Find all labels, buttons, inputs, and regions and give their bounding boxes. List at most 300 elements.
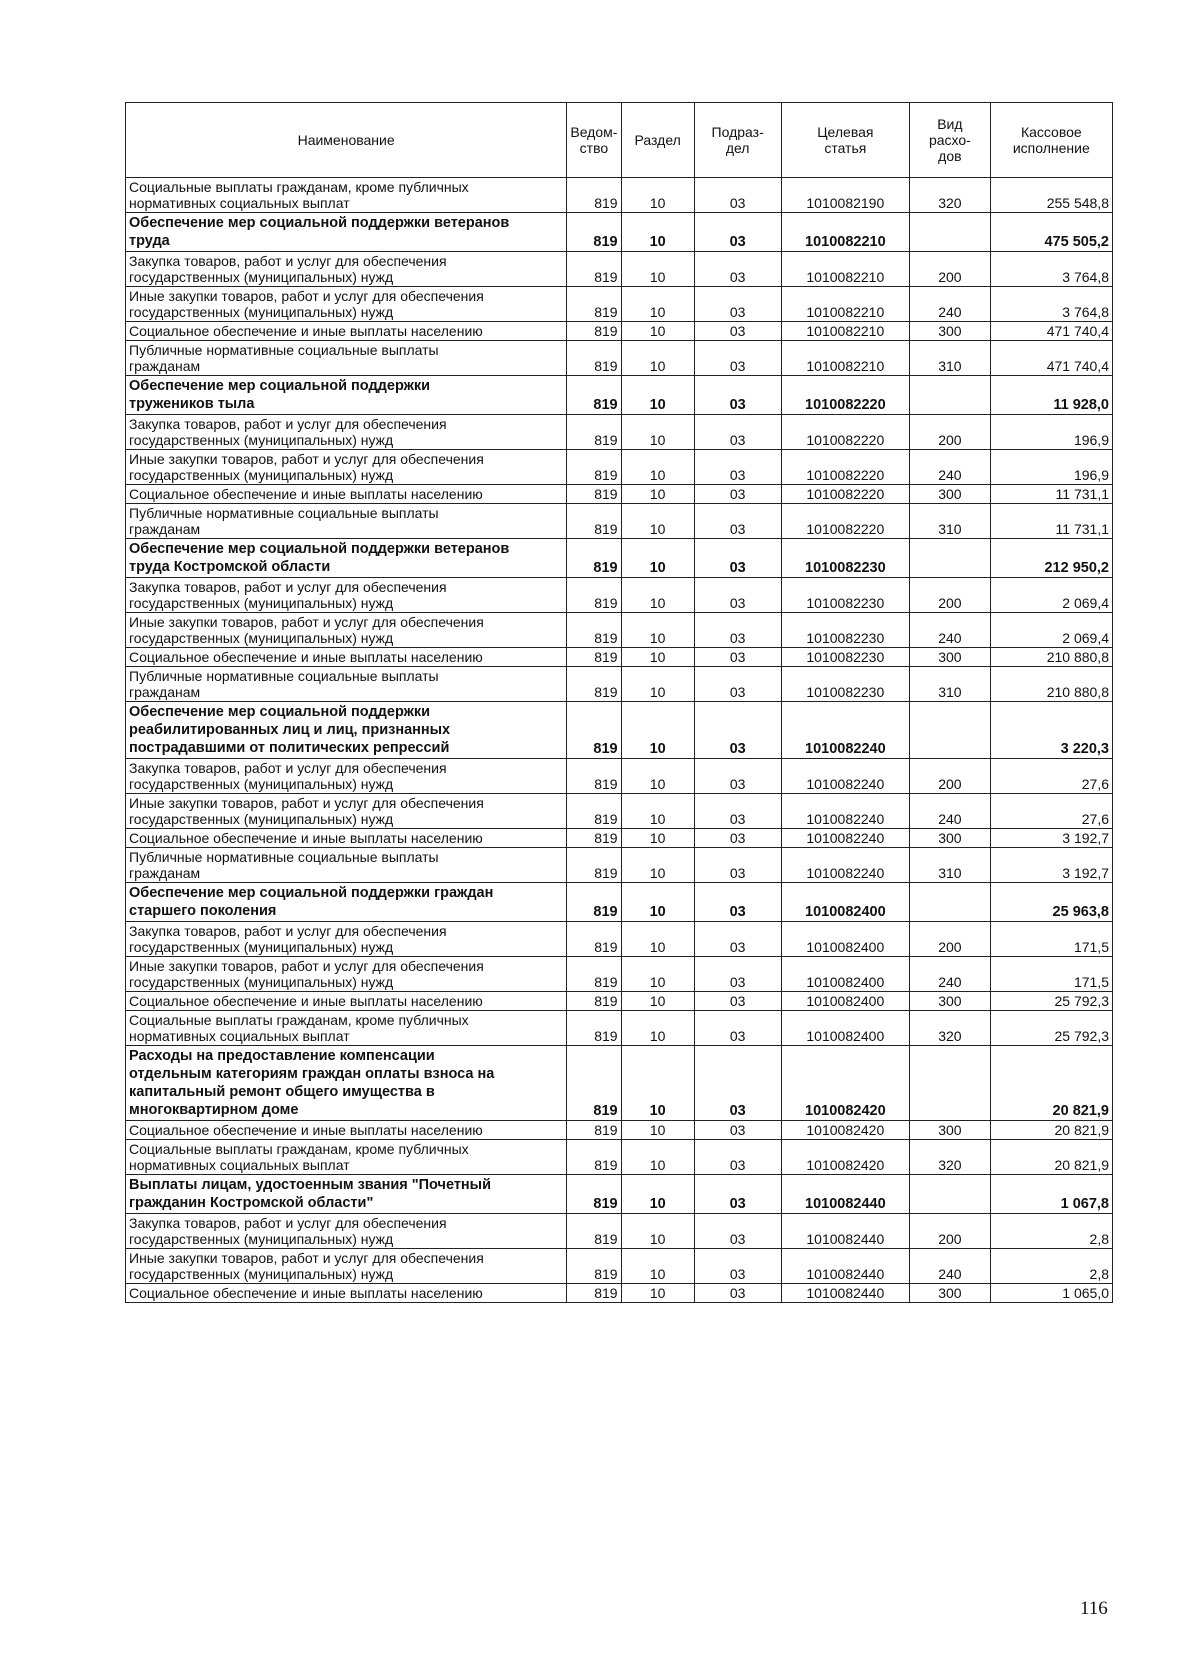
article-cell: 1010082210: [781, 322, 910, 341]
subsection-cell: 03: [694, 1249, 781, 1284]
name-line: Иные закупки товаров, работ и услуг для обеспечения: [129, 1250, 484, 1266]
name-line: Социальное обеспечение и иные выплаты населению: [129, 486, 483, 502]
name-line: Обеспечение мер социальной поддержки ветеранов: [129, 541, 510, 557]
section-cell: 10: [621, 1011, 694, 1046]
section-cell: 10: [621, 539, 694, 578]
dept-cell: 819: [567, 504, 621, 539]
subsection-cell: 03: [694, 922, 781, 957]
name-line: Выплаты лицам, удостоенным звания "Почетный: [129, 1177, 491, 1193]
table-row: [126, 415, 1113, 450]
section-cell: 10: [621, 578, 694, 613]
header-subsection: [694, 103, 781, 178]
table-row: [126, 883, 1113, 922]
article-cell: 1010082210: [781, 252, 910, 287]
table-row: [126, 1140, 1113, 1175]
name-line: Социальное обеспечение и иные выплаты населению: [129, 993, 483, 1009]
table-row: [126, 376, 1113, 415]
article-cell: 1010082240: [781, 794, 910, 829]
amount-cell: 471 740,4: [990, 322, 1112, 341]
header-line: дел: [725, 140, 750, 156]
subsection-cell: 03: [694, 1284, 781, 1303]
table-row: [126, 1046, 1113, 1121]
article-cell: 1010082220: [781, 376, 910, 415]
dept-cell: 819: [567, 322, 621, 341]
article-cell: 1010082220: [781, 415, 910, 450]
article-cell: 1010082400: [781, 1011, 910, 1046]
header-expense-type: [910, 103, 991, 178]
header-line: Подраз-: [711, 124, 764, 140]
name-line: многоквартирном доме: [129, 1102, 299, 1118]
name-line: Социальное обеспечение и иные выплаты населению: [129, 1285, 483, 1301]
amount-cell: 2,8: [990, 1214, 1112, 1249]
header-line: исполнение: [1012, 140, 1090, 156]
name-line: Обеспечение мер социальной поддержки: [129, 704, 431, 720]
amount-cell: 1 065,0: [990, 1284, 1112, 1303]
amount-cell: 171,5: [990, 922, 1112, 957]
amount-cell: 3 192,7: [990, 829, 1112, 848]
table-row: [126, 1214, 1113, 1249]
table-header-row: [126, 103, 1113, 178]
article-cell: 1010082230: [781, 539, 910, 578]
name-line: отдельным категориям граждан оплаты взноса на: [129, 1066, 495, 1082]
table-row: [126, 450, 1113, 485]
header-line: статья: [824, 140, 867, 156]
name-line: нормативных социальных выплат: [129, 1028, 350, 1044]
name-line: гражданин Костромской области": [129, 1195, 374, 1211]
table-row: [126, 287, 1113, 322]
name-line: Социальные выплаты гражданам, кроме публичных: [129, 1141, 469, 1157]
section-cell: 10: [621, 450, 694, 485]
name-line: государственных (муниципальных) нужд: [129, 304, 394, 320]
subsection-cell: 03: [694, 613, 781, 648]
amount-cell: 2 069,4: [990, 613, 1112, 648]
amount-cell: 11 731,1: [990, 485, 1112, 504]
article-cell: 1010082210: [781, 213, 910, 252]
amount-cell: 2,8: [990, 1249, 1112, 1284]
expense-type-cell: 240: [910, 957, 991, 992]
name-line: Закупка товаров, работ и услуг для обеспечения: [129, 579, 447, 595]
article-cell: 1010082220: [781, 504, 910, 539]
expense-type-cell: [910, 702, 991, 759]
name-line: Иные закупки товаров, работ и услуг для обеспечения: [129, 614, 484, 630]
expense-type-cell: 310: [910, 504, 991, 539]
subsection-cell: 03: [694, 1214, 781, 1249]
dept-cell: 819: [567, 287, 621, 322]
name-line: Иные закупки товаров, работ и услуг для обеспечения: [129, 795, 484, 811]
name-line: государственных (муниципальных) нужд: [129, 974, 394, 990]
article-cell: 1010082440: [781, 1175, 910, 1214]
table-row: [126, 1121, 1113, 1140]
expense-type-cell: [910, 213, 991, 252]
dept-cell: 819: [567, 450, 621, 485]
subsection-cell: 03: [694, 415, 781, 450]
name-cell: [126, 1175, 567, 1214]
name-cell: [126, 485, 567, 504]
subsection-cell: 03: [694, 252, 781, 287]
article-cell: 1010082240: [781, 848, 910, 883]
name-cell: [126, 1249, 567, 1284]
section-cell: 10: [621, 922, 694, 957]
name-line: государственных (муниципальных) нужд: [129, 939, 394, 955]
dept-cell: 819: [567, 1121, 621, 1140]
name-line: пострадавшими от политических репрессий: [129, 740, 450, 756]
amount-cell: 25 792,3: [990, 992, 1112, 1011]
expense-type-cell: 200: [910, 252, 991, 287]
amount-cell: 27,6: [990, 759, 1112, 794]
header-line: расхо-: [928, 132, 971, 148]
name-line: нормативных социальных выплат: [129, 195, 350, 211]
page-number: 116: [1080, 1598, 1108, 1619]
name-cell: [126, 829, 567, 848]
dept-cell: 819: [567, 485, 621, 504]
expense-type-cell: 200: [910, 1214, 991, 1249]
amount-cell: 11 731,1: [990, 504, 1112, 539]
article-cell: 1010082400: [781, 957, 910, 992]
section-cell: 10: [621, 1175, 694, 1214]
name-line: государственных (муниципальных) нужд: [129, 776, 394, 792]
name-line: гражданам: [129, 865, 201, 881]
expense-type-cell: [910, 1175, 991, 1214]
expense-type-cell: 240: [910, 287, 991, 322]
subsection-cell: 03: [694, 702, 781, 759]
name-cell: [126, 1046, 567, 1121]
table-row: [126, 1249, 1113, 1284]
name-line: Обеспечение мер социальной поддержки ветеранов: [129, 215, 510, 231]
name-line: Социальное обеспечение и иные выплаты населению: [129, 830, 483, 846]
name-line: Иные закупки товаров, работ и услуг для обеспечения: [129, 288, 484, 304]
article-cell: 1010082400: [781, 922, 910, 957]
name-cell: [126, 213, 567, 252]
budget-execution-table: [125, 102, 1113, 1303]
name-cell: [126, 322, 567, 341]
name-line: государственных (муниципальных) нужд: [129, 1231, 394, 1247]
dept-cell: 819: [567, 252, 621, 287]
expense-type-cell: 200: [910, 759, 991, 794]
name-line: государственных (муниципальных) нужд: [129, 630, 394, 646]
section-cell: 10: [621, 322, 694, 341]
subsection-cell: 03: [694, 829, 781, 848]
header-section: [621, 103, 694, 178]
name-line: Социальное обеспечение и иные выплаты населению: [129, 323, 483, 339]
article-cell: 1010082400: [781, 883, 910, 922]
name-cell: [126, 504, 567, 539]
subsection-cell: 03: [694, 883, 781, 922]
dept-cell: 819: [567, 178, 621, 213]
article-cell: 1010082230: [781, 613, 910, 648]
article-cell: 1010082240: [781, 829, 910, 848]
article-cell: 1010082440: [781, 1249, 910, 1284]
dept-cell: 819: [567, 1249, 621, 1284]
table-row: [126, 992, 1113, 1011]
header-dept: [567, 103, 621, 178]
name-line: государственных (муниципальных) нужд: [129, 1266, 394, 1282]
section-cell: 10: [621, 957, 694, 992]
amount-cell: 171,5: [990, 957, 1112, 992]
dept-cell: 819: [567, 759, 621, 794]
expense-type-cell: 310: [910, 341, 991, 376]
subsection-cell: 03: [694, 1121, 781, 1140]
table-row: [126, 1011, 1113, 1046]
table-row: [126, 667, 1113, 702]
name-cell: [126, 883, 567, 922]
dept-cell: 819: [567, 1214, 621, 1249]
name-cell: [126, 667, 567, 702]
subsection-cell: 03: [694, 504, 781, 539]
subsection-cell: 03: [694, 539, 781, 578]
name-cell: [126, 1011, 567, 1046]
name-line: Социальные выплаты гражданам, кроме публичных: [129, 179, 469, 195]
table-row: [126, 922, 1113, 957]
section-cell: 10: [621, 613, 694, 648]
subsection-cell: 03: [694, 794, 781, 829]
subsection-cell: 03: [694, 178, 781, 213]
name-cell: [126, 957, 567, 992]
section-cell: 10: [621, 667, 694, 702]
dept-cell: 819: [567, 1175, 621, 1214]
table-row: [126, 178, 1113, 213]
dept-cell: 819: [567, 922, 621, 957]
section-cell: 10: [621, 376, 694, 415]
name-line: Публичные нормативные социальные выплаты: [129, 668, 439, 684]
name-line: Обеспечение мер социальной поддержки граждан: [129, 885, 494, 901]
dept-cell: 819: [567, 613, 621, 648]
name-cell: [126, 450, 567, 485]
expense-type-cell: 300: [910, 1284, 991, 1303]
name-cell: [126, 1284, 567, 1303]
subsection-cell: 03: [694, 1140, 781, 1175]
subsection-cell: 03: [694, 578, 781, 613]
expense-type-cell: 300: [910, 1121, 991, 1140]
article-cell: 1010082440: [781, 1214, 910, 1249]
name-cell: [126, 252, 567, 287]
dept-cell: 819: [567, 415, 621, 450]
subsection-cell: 03: [694, 848, 781, 883]
expense-type-cell: 200: [910, 922, 991, 957]
amount-cell: 3 764,8: [990, 287, 1112, 322]
subsection-cell: 03: [694, 322, 781, 341]
article-cell: 1010082420: [781, 1046, 910, 1121]
header-line: дов: [938, 148, 962, 164]
article-cell: 1010082420: [781, 1140, 910, 1175]
name-line: государственных (муниципальных) нужд: [129, 432, 394, 448]
name-line: Публичные нормативные социальные выплаты: [129, 342, 439, 358]
article-cell: 1010082220: [781, 485, 910, 504]
amount-cell: 3 764,8: [990, 252, 1112, 287]
dept-cell: 819: [567, 539, 621, 578]
section-cell: 10: [621, 504, 694, 539]
article-cell: 1010082220: [781, 450, 910, 485]
amount-cell: 255 548,8: [990, 178, 1112, 213]
amount-cell: 20 821,9: [990, 1140, 1112, 1175]
table-row: [126, 322, 1113, 341]
table-row: [126, 1175, 1113, 1214]
header-name: [126, 103, 567, 178]
subsection-cell: 03: [694, 1046, 781, 1121]
amount-cell: 3 220,3: [990, 702, 1112, 759]
name-line: Иные закупки товаров, работ и услуг для обеспечения: [129, 958, 484, 974]
section-cell: 10: [621, 415, 694, 450]
expense-type-cell: 300: [910, 322, 991, 341]
article-cell: 1010082230: [781, 648, 910, 667]
header-line: ство: [579, 140, 609, 156]
article-cell: 1010082230: [781, 667, 910, 702]
section-cell: 10: [621, 848, 694, 883]
amount-cell: 11 928,0: [990, 376, 1112, 415]
amount-cell: 25 963,8: [990, 883, 1112, 922]
name-line: Расходы на предоставление компенсации: [129, 1048, 435, 1064]
name-line: Закупка товаров, работ и услуг для обеспечения: [129, 416, 447, 432]
amount-cell: 471 740,4: [990, 341, 1112, 376]
name-line: гражданам: [129, 684, 201, 700]
amount-cell: 27,6: [990, 794, 1112, 829]
name-line: Закупка товаров, работ и услуг для обеспечения: [129, 923, 447, 939]
name-cell: [126, 848, 567, 883]
subsection-cell: 03: [694, 759, 781, 794]
name-line: Закупка товаров, работ и услуг для обеспечения: [129, 760, 447, 776]
table-row: [126, 213, 1113, 252]
article-cell: 1010082240: [781, 759, 910, 794]
subsection-cell: 03: [694, 341, 781, 376]
name-cell: [126, 1140, 567, 1175]
table-row: [126, 702, 1113, 759]
section-cell: 10: [621, 702, 694, 759]
name-line: нормативных социальных выплат: [129, 1157, 350, 1173]
header-article: [781, 103, 910, 178]
header-line: Кассовое: [1020, 124, 1082, 140]
table-row: [126, 578, 1113, 613]
table-row: [126, 794, 1113, 829]
section-cell: 10: [621, 829, 694, 848]
table-row: [126, 252, 1113, 287]
table-row: [126, 648, 1113, 667]
expense-type-cell: [910, 376, 991, 415]
header-line: Вид: [937, 116, 963, 132]
section-cell: 10: [621, 1214, 694, 1249]
header-line: Наименование: [297, 132, 395, 148]
section-cell: 10: [621, 1046, 694, 1121]
name-cell: [126, 341, 567, 376]
section-cell: 10: [621, 1284, 694, 1303]
article-cell: 1010082210: [781, 341, 910, 376]
name-cell: [126, 702, 567, 759]
expense-type-cell: 240: [910, 1249, 991, 1284]
expense-type-cell: 300: [910, 648, 991, 667]
subsection-cell: 03: [694, 957, 781, 992]
name-line: государственных (муниципальных) нужд: [129, 269, 394, 285]
name-line: труда Костромской области: [129, 559, 331, 575]
section-cell: 10: [621, 992, 694, 1011]
expense-type-cell: 200: [910, 578, 991, 613]
name-line: Публичные нормативные социальные выплаты: [129, 849, 439, 865]
name-line: Социальные выплаты гражданам, кроме публичных: [129, 1012, 469, 1028]
subsection-cell: 03: [694, 1011, 781, 1046]
table-row: [126, 341, 1113, 376]
expense-type-cell: 200: [910, 415, 991, 450]
name-cell: [126, 1121, 567, 1140]
name-line: Публичные нормативные социальные выплаты: [129, 505, 439, 521]
section-cell: 10: [621, 648, 694, 667]
name-line: Социальное обеспечение и иные выплаты населению: [129, 1122, 483, 1138]
amount-cell: 210 880,8: [990, 648, 1112, 667]
subsection-cell: 03: [694, 376, 781, 415]
dept-cell: 819: [567, 1046, 621, 1121]
section-cell: 10: [621, 1121, 694, 1140]
article-cell: 1010082190: [781, 178, 910, 213]
section-cell: 10: [621, 794, 694, 829]
dept-cell: 819: [567, 702, 621, 759]
name-line: государственных (муниципальных) нужд: [129, 811, 394, 827]
name-line: реабилитированных лиц и лиц, признанных: [129, 722, 451, 738]
amount-cell: 196,9: [990, 450, 1112, 485]
amount-cell: 196,9: [990, 415, 1112, 450]
name-cell: [126, 992, 567, 1011]
expense-type-cell: 320: [910, 1140, 991, 1175]
name-cell: [126, 1214, 567, 1249]
table-row: [126, 1284, 1113, 1303]
name-cell: [126, 287, 567, 322]
subsection-cell: 03: [694, 213, 781, 252]
name-line: Закупка товаров, работ и услуг для обеспечения: [129, 1215, 447, 1231]
dept-cell: 819: [567, 957, 621, 992]
dept-cell: 819: [567, 883, 621, 922]
dept-cell: 819: [567, 1011, 621, 1046]
section-cell: 10: [621, 341, 694, 376]
name-cell: [126, 415, 567, 450]
article-cell: 1010082420: [781, 1121, 910, 1140]
amount-cell: 212 950,2: [990, 539, 1112, 578]
expense-type-cell: 240: [910, 613, 991, 648]
section-cell: 10: [621, 213, 694, 252]
article-cell: 1010082230: [781, 578, 910, 613]
table-row: [126, 848, 1113, 883]
section-cell: 10: [621, 883, 694, 922]
section-cell: 10: [621, 287, 694, 322]
expense-type-cell: [910, 883, 991, 922]
name-line: тружеников тыла: [129, 396, 255, 412]
name-line: Иные закупки товаров, работ и услуг для обеспечения: [129, 451, 484, 467]
section-cell: 10: [621, 759, 694, 794]
name-cell: [126, 376, 567, 415]
name-cell: [126, 648, 567, 667]
name-line: Обеспечение мер социальной поддержки: [129, 378, 431, 394]
dept-cell: 819: [567, 213, 621, 252]
article-cell: 1010082240: [781, 702, 910, 759]
name-cell: [126, 613, 567, 648]
subsection-cell: 03: [694, 667, 781, 702]
section-cell: 10: [621, 1140, 694, 1175]
amount-cell: 25 792,3: [990, 1011, 1112, 1046]
name-cell: [126, 178, 567, 213]
expense-type-cell: 300: [910, 992, 991, 1011]
subsection-cell: 03: [694, 992, 781, 1011]
expense-type-cell: 310: [910, 848, 991, 883]
article-cell: 1010082440: [781, 1284, 910, 1303]
dept-cell: 819: [567, 992, 621, 1011]
dept-cell: 819: [567, 648, 621, 667]
name-line: государственных (муниципальных) нужд: [129, 467, 394, 483]
name-cell: [126, 794, 567, 829]
table-body: [126, 178, 1113, 1303]
header-line: Раздел: [634, 132, 681, 148]
subsection-cell: 03: [694, 287, 781, 322]
subsection-cell: 03: [694, 648, 781, 667]
dept-cell: 819: [567, 1140, 621, 1175]
header-line: Целевая: [817, 124, 874, 140]
table-row: [126, 539, 1113, 578]
subsection-cell: 03: [694, 1175, 781, 1214]
table-row: [126, 485, 1113, 504]
section-cell: 10: [621, 252, 694, 287]
